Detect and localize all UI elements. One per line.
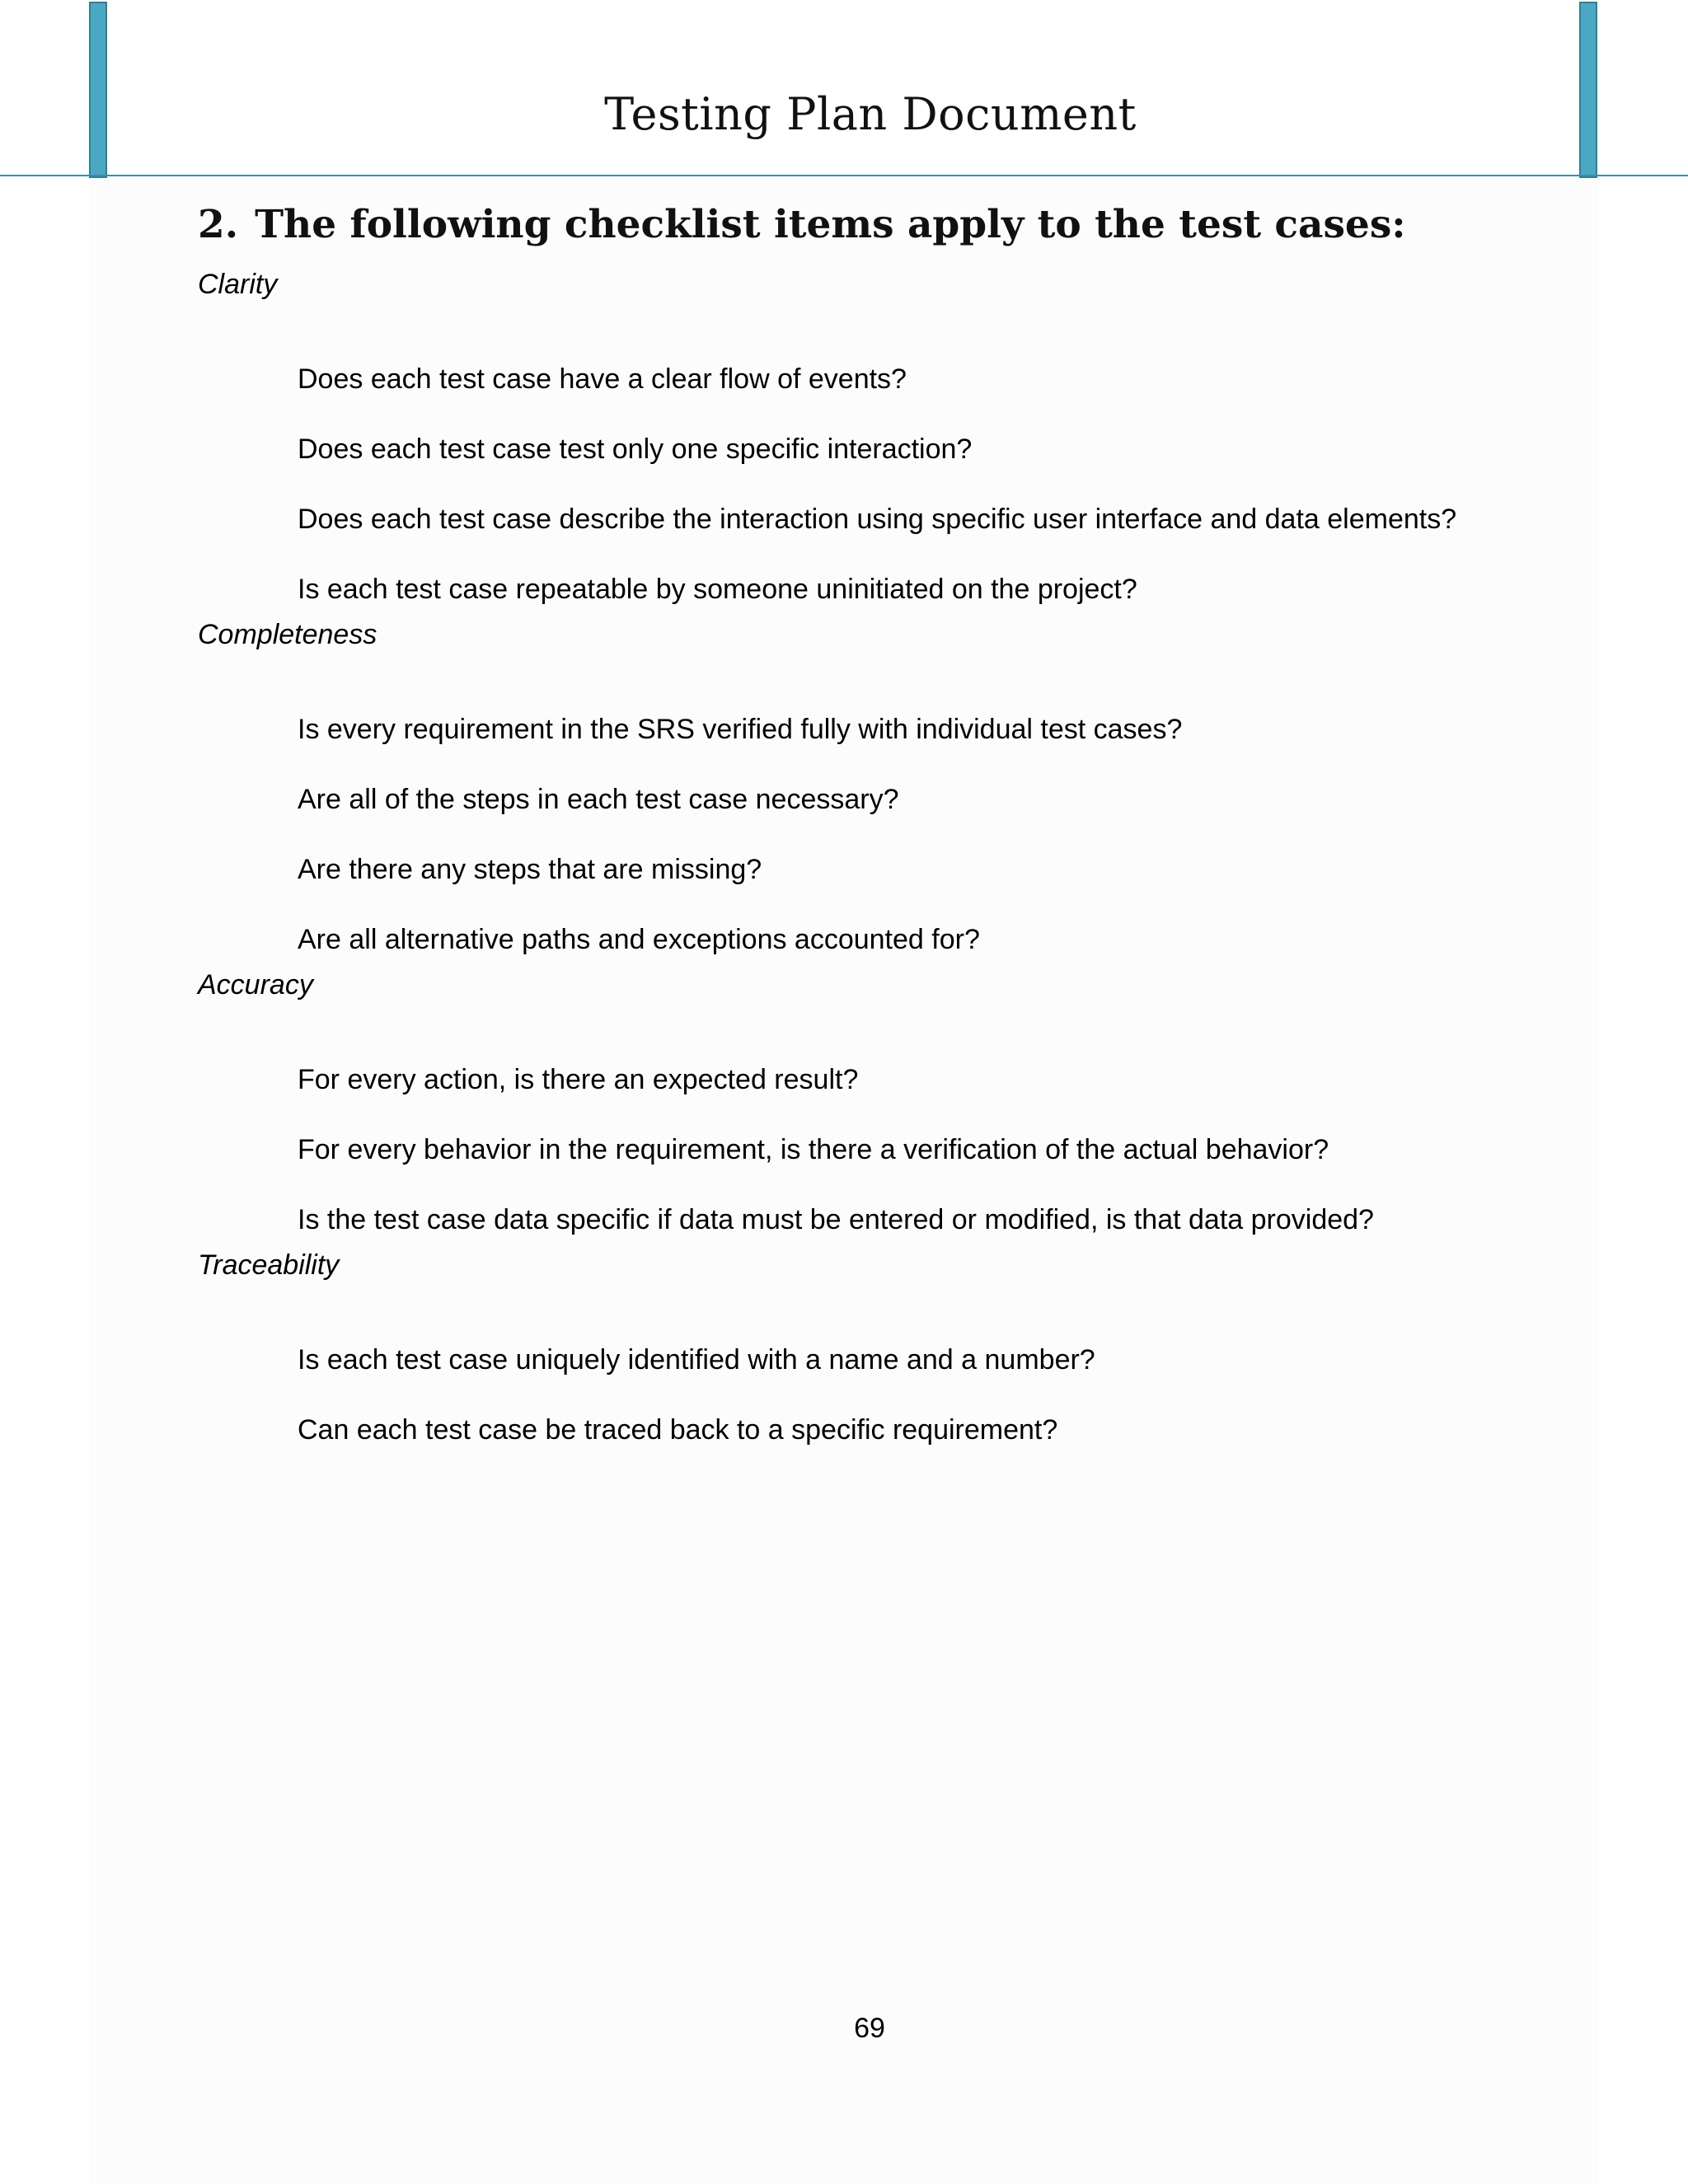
section-number: 2. xyxy=(198,202,239,247)
checklist-item: For every action, is there an expected result? xyxy=(298,1064,859,1095)
category-title-completeness: Completeness xyxy=(198,619,377,650)
checklist-item: For every behavior in the requirement, is there a verification of the actual behavior? xyxy=(298,1134,1329,1165)
checklist-item: Is the test case data specific if data must be entered or modified, is that data provided? xyxy=(298,1204,1374,1235)
page-number: 69 xyxy=(854,2013,885,2044)
checklist xyxy=(198,255,1599,1446)
checklist-item: Does each test case describe the interaction using specific user interface and data elements? xyxy=(298,504,1457,535)
checklist-item: Can each test case be traced back to a specific requirement? xyxy=(298,1414,1058,1446)
checklist-item: Are all alternative paths and exceptions accounted for? xyxy=(298,924,980,955)
checklist-item: Does each test case test only one specific interaction? xyxy=(298,434,973,465)
category-title-traceability: Traceability xyxy=(198,1249,340,1281)
checklist-item: Is each test case uniquely identified with a name and a number? xyxy=(298,1344,1095,1376)
document-header-title: Testing Plan Document xyxy=(604,88,1137,140)
header-right-bar xyxy=(1579,2,1597,178)
header-rule xyxy=(0,175,1688,176)
checklist-item: Does each test case have a clear flow of events? xyxy=(298,363,907,395)
header-left-bar xyxy=(89,2,107,178)
checklist-item: Is every requirement in the SRS verified fully with individual test cases? xyxy=(298,714,1183,745)
section-heading-text: The following checklist items apply to the test cases: xyxy=(255,202,1406,247)
category-title-accuracy: Accuracy xyxy=(198,969,313,1001)
section-heading xyxy=(198,198,1406,252)
checklist-item: Are all of the steps in each test case necessary? xyxy=(298,784,899,815)
checklist-item: Are there any steps that are missing? xyxy=(298,854,762,885)
checklist-item: Is each test case repeatable by someone uninitiated on the project? xyxy=(298,574,1137,605)
category-title-clarity: Clarity xyxy=(198,269,278,300)
